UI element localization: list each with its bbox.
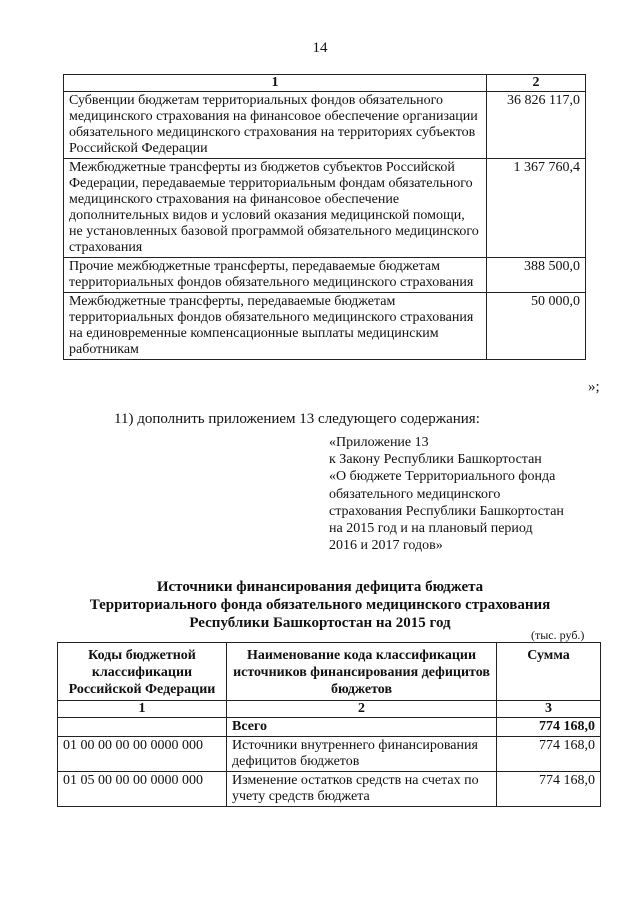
annex-line: «О бюджете Территориального фонда [329, 469, 556, 485]
row-amount: 1 367 760,4 [487, 159, 586, 258]
row-name: Всего [227, 718, 497, 737]
row-name: Изменение остатков средств на счетах по учету средств бюджета [227, 772, 497, 807]
column-header-codes: Коды бюджетной классификации Российской Федерации [58, 643, 227, 701]
row-name: Источники внутреннего финансирования дефицитов бюджетов [227, 737, 497, 772]
deficit-sources-table [57, 642, 601, 807]
table-row [58, 737, 601, 772]
annex-line: 2016 и 2017 годов» [329, 538, 443, 554]
row-sum: 774 168,0 [497, 737, 601, 772]
column-header-1: 1 [64, 75, 487, 92]
row-code [58, 718, 227, 737]
row-description: Субвенции бюджетам территориальных фондов обязательного медицинского страхования на финансовое обеспечение организации обязательного медицинского страхования на территориях субъектов Российской Федерации [64, 92, 487, 159]
column-number: 3 [497, 701, 601, 718]
row-sum: 774 168,0 [497, 718, 601, 737]
table-row-total [58, 718, 601, 737]
annex-heading [329, 434, 564, 554]
row-description: Межбюджетные трансферты, передаваемые бюджетам территориальных фондов обязательного медицинского страхования на единовременные компенсационные выплаты медицинским работникам [64, 293, 487, 360]
column-number: 2 [227, 701, 497, 718]
row-description: Межбюджетные трансферты из бюджетов субъектов Российской Федерации, передаваемые территориальным фондам обязательного медицинского страхования на финансовое обеспечение дополнительных видов и условий оказания медицинской помощи, не установленных базовой программой обязательного медицинского страхования [64, 159, 487, 258]
annex-line: обязательного медицинского [329, 486, 501, 502]
title-line: Республики Башкортостан на 2015 год [189, 615, 451, 631]
closing-quote: »; [588, 379, 600, 395]
addendum-paragraph: 11) дополнить приложением 13 следующего содержания: [114, 411, 480, 427]
column-header-2: 2 [487, 75, 586, 92]
annex-line: к Закону Республики Башкортостан [329, 452, 542, 468]
title-line: Источники финансирования дефицита бюджета [156, 579, 484, 595]
row-amount: 50 000,0 [487, 293, 586, 360]
subventions-table [63, 74, 586, 360]
annex-line: на 2015 год и на плановый период [329, 521, 533, 537]
annex-line: «Приложение 13 [329, 435, 429, 450]
table-row [64, 159, 586, 258]
column-number: 1 [58, 701, 227, 718]
table-row [64, 92, 586, 159]
unit-label: (тыс. руб.) [531, 628, 585, 642]
page-number: 14 [312, 40, 328, 56]
annex-line: страхования Республики Башкортостан [329, 503, 564, 519]
row-code: 01 00 00 00 00 0000 000 [58, 737, 227, 772]
row-sum: 774 168,0 [497, 772, 601, 807]
column-header-sum: Сумма [497, 643, 601, 701]
table-row [64, 293, 586, 360]
row-code: 01 05 00 00 00 0000 000 [58, 772, 227, 807]
row-description: Прочие межбюджетные трансферты, передаваемые бюджетам территориальных фондов обязательного медицинского страхования [64, 258, 487, 293]
row-amount: 388 500,0 [487, 258, 586, 293]
row-amount: 36 826 117,0 [487, 92, 586, 159]
column-header-name: Наименование кода классификации источников финансирования дефицитов бюджетов [227, 643, 497, 701]
document-title [0, 578, 640, 632]
title-line: Территориального фонда обязательного медицинского страхования [89, 597, 551, 613]
table-row [64, 258, 586, 293]
table-row [58, 772, 601, 807]
